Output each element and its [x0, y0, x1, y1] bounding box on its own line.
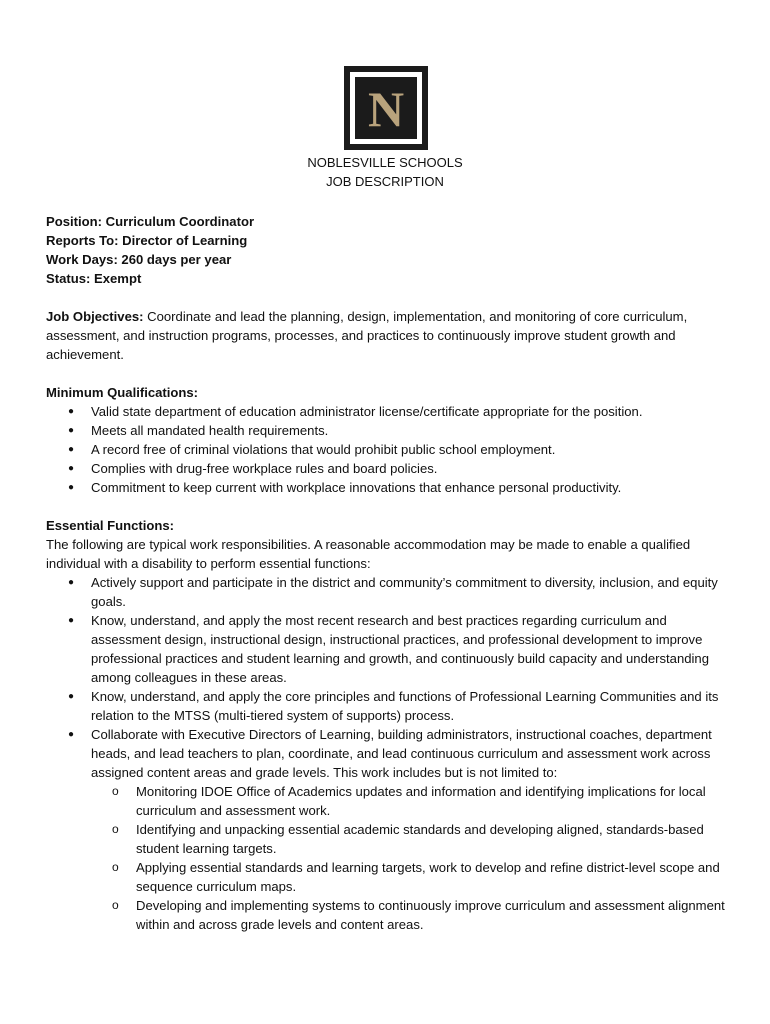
school-logo [344, 66, 428, 150]
bullet-icon: ● [68, 691, 75, 702]
bullet-icon: ● [68, 444, 75, 455]
hollow-bullet-icon: o [112, 860, 119, 874]
list-item: ● A record free of criminal violations that would prohibit public school employment. [68, 442, 556, 457]
status-line: Status: Exempt [46, 271, 142, 286]
list-item: ● Actively support and participate in the district and community’s commitment to diversity, inclusion, and equity goals. [68, 575, 718, 609]
job-objectives [46, 307, 736, 364]
bullet-icon: ● [68, 463, 75, 474]
job-objectives-text: Coordinate and lead the planning, design, implementation, and monitoring of core curriculum, assessment, and instruction programs, processes, and practices to continuously improve student growth and achievement. [46, 309, 688, 362]
document-body [46, 212, 736, 934]
qualifications-list [46, 402, 736, 497]
hollow-bullet-icon: o [112, 898, 119, 912]
list-item: ● Complies with drug-free workplace rules and board policies. [68, 461, 438, 476]
list-item: ● Meets all mandated health requirements. [68, 423, 329, 438]
sub-list-item: o Identifying and unpacking essential academic standards and developing aligned, standards-based student learning targets. [112, 822, 704, 856]
bullet-icon: ● [68, 406, 75, 417]
functions-heading: Essential Functions: [46, 518, 175, 533]
hollow-bullet-icon: o [112, 822, 119, 836]
list-item: ● Commitment to keep current with workplace innovations that enhance personal productivity. [68, 480, 622, 495]
sub-list [91, 782, 736, 934]
functions-intro: The following are typical work responsibilities. A reasonable accommodation may be made to enable a qualified individual with a disability to perform essential functions: [46, 537, 691, 571]
list-item: ● Know, understand, and apply the most recent research and best practices regarding curriculum and assessment design, instructional design, instructional practices, and professional development to improve professional practices and student learning and growth, and continuously build capacity and understanding among colleagues in these areas. [68, 613, 709, 685]
list-item: ● Know, understand, and apply the core principles and functions of Professional Learning Communities and its relation to the MTSS (multi-tiered system of supports) process. [68, 689, 719, 723]
sub-list-item: o Developing and implementing systems to continuously improve curriculum and assessment alignment within and across grade levels and content areas. [112, 898, 725, 932]
work-days-line: Work Days: 260 days per year [46, 252, 232, 267]
qualifications-heading: Minimum Qualifications: [46, 385, 199, 400]
reports-to-line: Reports To: Director of Learning [46, 233, 248, 248]
bullet-icon: ● [68, 425, 75, 436]
list-item: ● Valid state department of education administrator license/certificate appropriate for the position. [68, 404, 643, 419]
list-item: ● Collaborate with Executive Directors of Learning, building administrators, instructional coaches, department heads, and lead teachers to plan, coordinate, and lead continuous curriculum and assessment work across assigned content areas and grade levels. This work includes but is not limited to: o Monitoring IDOE Office of Academics updates and information and identifying implications for local curriculum and assessment work. o Identifying and unpacking essential academic standards and developing aligned, standards-based student learning targets. o Applying essential standards and learning targets, work to develop and refine district-level scope and sequence curriculum maps. o Developing and implementing systems to continuously improve curriculum and assessment alignment within and across grade levels and content areas. [91, 725, 736, 934]
document-title: JOB DESCRIPTION [326, 174, 444, 189]
sub-list-item: o Applying essential standards and learning targets, work to develop and refine district-level scope and sequence curriculum maps. [112, 860, 720, 894]
bullet-icon: ● [68, 615, 75, 626]
logo-letter: N [367, 81, 405, 137]
functions-list [46, 573, 736, 934]
bullet-icon: ● [68, 482, 75, 493]
hollow-bullet-icon: o [112, 784, 119, 798]
position-line: Position: Curriculum Coordinator [46, 214, 255, 229]
bullet-icon: ● [68, 729, 75, 740]
bullet-icon: ● [68, 577, 75, 588]
sub-list-item: o Monitoring IDOE Office of Academics updates and information and identifying implications for local curriculum and assessment work. [112, 784, 706, 818]
district-name: NOBLESVILLE SCHOOLS [307, 155, 463, 170]
job-objectives-label: Job Objectives: [46, 309, 144, 324]
